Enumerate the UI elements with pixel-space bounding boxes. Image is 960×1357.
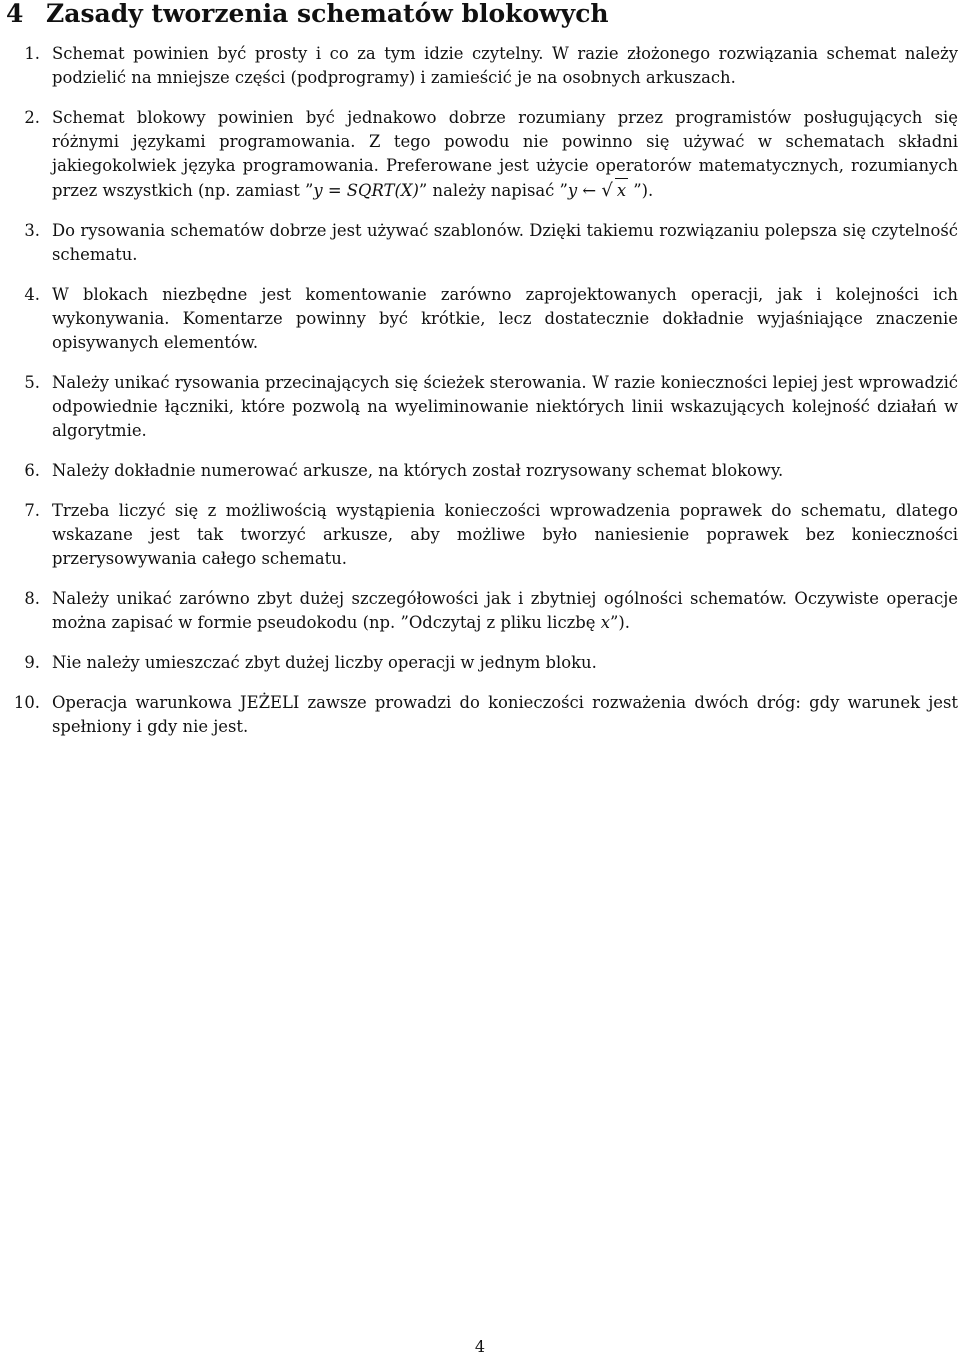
- rule-10: [0, 691, 960, 739]
- rule-text: Należy dokładnie numerować arkusze, na których został rozrysowany schemat blokowy.: [52, 461, 784, 480]
- sqrt-symbol: √: [601, 180, 613, 201]
- math-expression-assignment: y ←: [567, 181, 597, 200]
- rule-text: Nie należy umieszczać zbyt dużej liczby operacji w jednym bloku.: [52, 653, 597, 672]
- rule-text: W blokach niezbędne jest komentowanie zarówno zaprojektowanych operacji, jak i kolejności ich wykonywania. Komentarze powinny być krótkie, lecz dostatecznie dokładnie wyjaśniające znaczenie opisywanych elementów.: [52, 285, 958, 352]
- section-number: 4: [6, 0, 24, 28]
- rule-number: 8.: [24, 589, 40, 608]
- rule-text: Należy unikać zarówno zbyt dużej szczegółowości jak i zbytniej ogólności schematów. Oczywiste operacje można zapisać w formie pseudokodu (np. ”Odczytaj z pliku liczbę: [52, 589, 958, 632]
- rule-7: [0, 499, 960, 571]
- rule-text: ” należy napisać ”: [418, 181, 568, 200]
- rule-text: Operacja warunkowa JEŻELI zawsze prowadzi do konieczości rozważenia dwóch dróg: gdy warunek jest spełniony i gdy nie jest.: [52, 693, 958, 736]
- rule-number: 4.: [24, 285, 40, 304]
- rule-text: Trzeba liczyć się z możliwością wystąpienia konieczości wprowadzenia poprawek do schematu, dlatego wskazane jest tak tworzyć arkusze, aby możliwe było naniesienie poprawek bez konieczności przerysowywania całego schematu.: [52, 501, 958, 568]
- rule-1: [0, 42, 960, 90]
- math-expression-sqrt-call: y = SQRT(X): [313, 181, 419, 200]
- rule-text: Należy unikać rysowania przecinających się ścieżek sterowania. W razie konieczności lepiej jest wprowadzić odpowiednie łączniki, które pozwolą na wyeliminowanie niektórych linii wskazujących kolejność działań w algorytmie.: [52, 373, 958, 440]
- rule-5: [0, 371, 960, 443]
- rule-number: 9.: [24, 653, 40, 672]
- math-variable: x: [600, 613, 610, 632]
- rule-number: 3.: [24, 221, 40, 240]
- section-title: Zasady tworzenia schematów blokowych: [46, 0, 609, 28]
- rule-text: Schemat blokowy powinien być jednakowo dobrze rozumiany przez programistów posługujących się różnymi językami programowania. Z tego powodu nie powinno się używać w schematach składni jakiegokolwiek języka programowania. Preferowane jest użycie operatorów matematycznych, rozumianych przez wszystkich (np. zamiast ”: [52, 108, 958, 200]
- sqrt-radicand: x: [615, 178, 628, 203]
- rule-text: ”).: [609, 613, 630, 632]
- rule-number: 1.: [24, 44, 40, 63]
- rule-8: [0, 587, 960, 635]
- rule-number: 7.: [24, 501, 40, 520]
- rule-number: 6.: [24, 461, 40, 480]
- rule-2: [0, 106, 960, 203]
- rule-3: [0, 219, 960, 267]
- section-heading: [6, 0, 609, 34]
- rule-number: 2.: [24, 108, 40, 127]
- rule-text: Do rysowania schematów dobrze jest używać szablonów. Dzięki takiemu rozwiązaniu polepsza się czytelność schematu.: [52, 221, 958, 264]
- rule-number: 5.: [24, 373, 40, 392]
- rule-number: 10.: [13, 693, 40, 712]
- rule-4: [0, 283, 960, 355]
- rule-text: ”).: [628, 181, 654, 200]
- rules-list: [0, 42, 960, 755]
- rule-9: [0, 651, 960, 675]
- rule-6: [0, 459, 960, 483]
- rule-text: Schemat powinien być prosty i co za tym idzie czytelny. W razie złożonego rozwiązania schemat należy podzielić na mniejsze części (podprogramy) i zamieścić je na osobnych arkuszach.: [52, 44, 958, 87]
- page-number: 4: [474, 1337, 486, 1356]
